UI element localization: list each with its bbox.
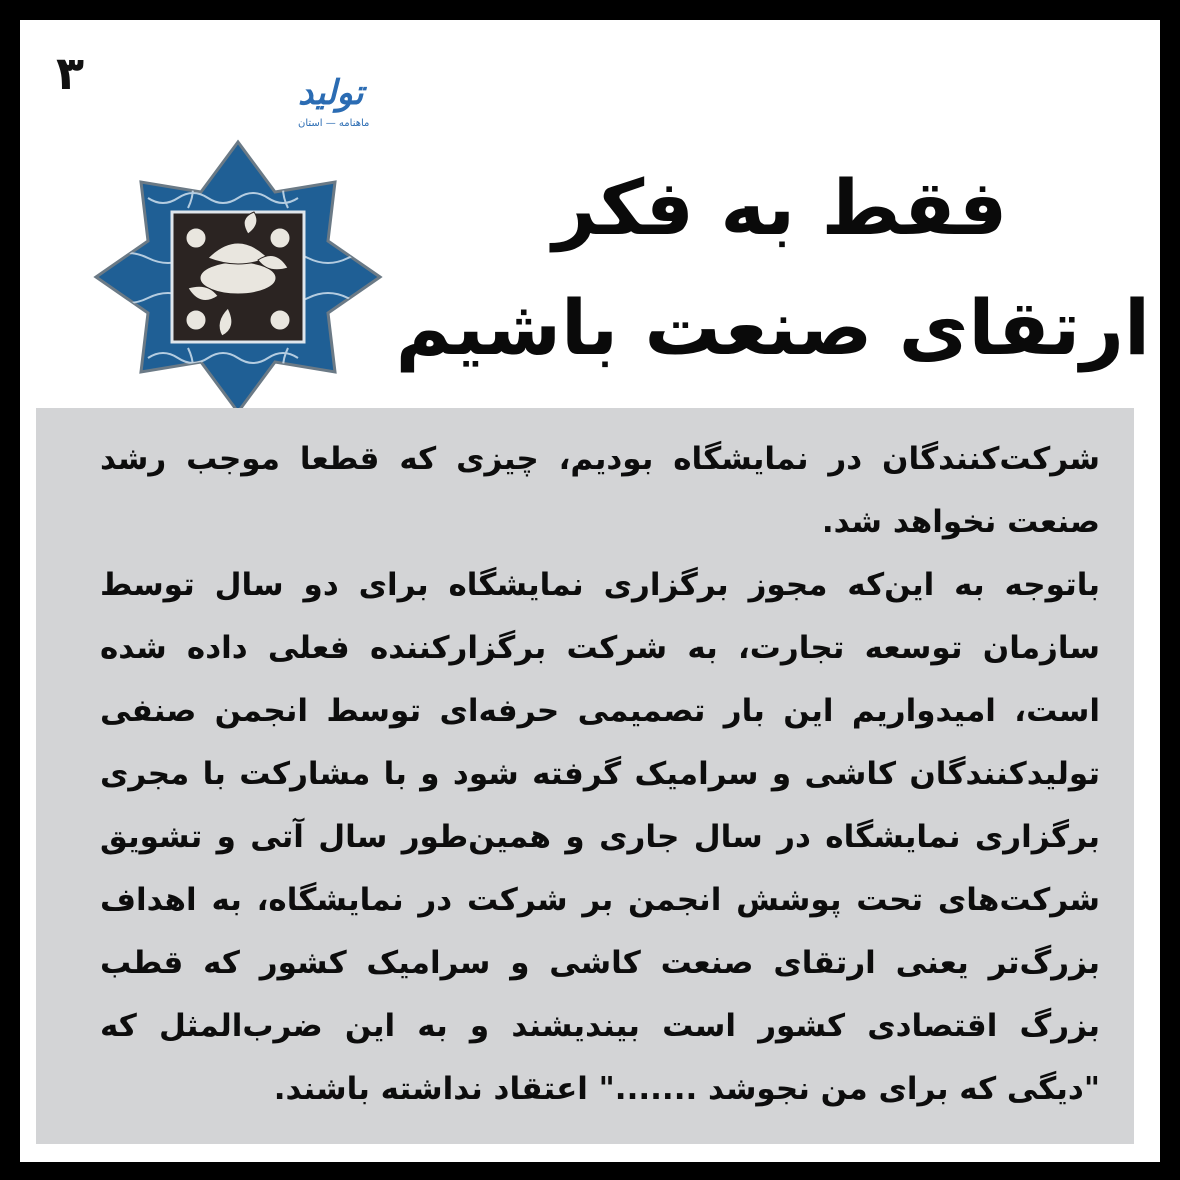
body-text-panel (36, 408, 1134, 1144)
body-paragraph-2: باتوجه به این‌که مجوز برگزاری نمایشگاه برای دو سال توسط سازمان توسعه تجارت، به شرکت برگزارکننده فعلی داده شده است، امیدواریم این بار تصمیمی حرفه‌ای توسط انجمن صنفی تولیدکنندگان کاشی و سرامیک گرفته شود و با مشارکت با مجری برگزاری نمایشگاه در سال جاری و همین‌طور سال آتی و تشویق شرکت‌های تحت پوشش انجمن بر شرکت در نمایشگاه، به اهداف بزرگ‌تر یعنی ارتقای صنعت کاشی و سرامیک کشور که قطب بزرگ اقتصادی کشور است بیندیشند و به این ضرب‌المثل که "دیگی که برای من نجوشد ......." اعتقاد نداشته باشند. (100, 567, 1100, 1107)
headline-line-1: فقط به فکر (552, 163, 1008, 252)
headline-line-2: ارتقای صنعت باشیم (395, 283, 1150, 372)
body-paragraph-1: شرکت‌کنندگان در نمایشگاه بودیم، چیزی که قطعا موجب رشد صنعت نخواهد شد. (100, 441, 1100, 540)
logo-icon (170, 64, 370, 134)
headline (395, 148, 1150, 388)
star-tile-image (88, 138, 388, 416)
svg-text:ماهنامه — استان: ماهنامه — استان (298, 118, 370, 129)
svg-text:تولید: تولید (298, 73, 364, 113)
page-number: ۳ (56, 46, 85, 100)
